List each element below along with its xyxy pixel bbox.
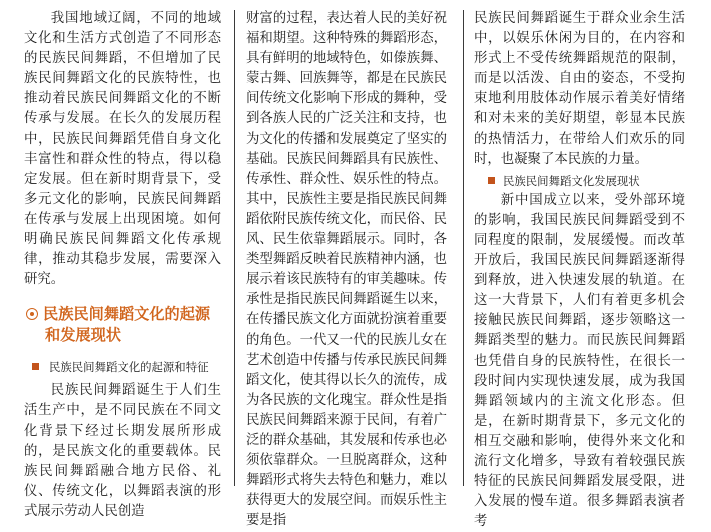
square-bullet-icon [32,363,39,370]
intro-paragraph: 我国地域辽阔，不同的地域文化和生活方式创造了不同形态的民族民间舞蹈，不但增加了民族民间舞蹈文化的民族特性，也推动着民族民间舞蹈文化的不断传承与发展。在长久的发展历程中，民族民间舞蹈凭借自身文化丰富性和群众性的特点，得以稳定发展。但在新时期背景下，受多元文化的影响，民族民间舞蹈在传承与发展上出现困境。如何明确民族民间舞蹈文化传承规律，推动其稳步发展，需要深入研究。 [24,11,221,288]
article-column-1 [24,9,221,519]
column-divider-left [234,10,235,486]
square-bullet-icon [488,177,495,184]
section-heading-line1: 民族民间舞蹈文化的起源 [43,305,211,324]
article-column-3 [474,9,685,530]
article-column-2 [246,9,447,529]
subheading-status [474,172,685,191]
subheading-status-text: 民族民间舞蹈文化发展现状 [503,173,640,188]
features-paragraph: 财富的过程，表达着人民的美好祝福和期望。这种特殊的舞蹈形态，具有鲜明的地域特色，如傣族舞、蒙古舞、回族舞等，都是在民族民间传统文化影响下形成的舞种，受到各族人民的广泛关注和支持，也为文化的传播和发展奠定了坚实的基础。民族民间舞蹈具有民族性、传承性、群众性、娱乐性的特点。其中，民族性主要是指民族民间舞蹈依附民族传统文化，而民俗、民风、民生依靠舞蹈展示。同时，各类型舞蹈反映着民族精神内涵，也展示着该民族特有的审美趣味。传承性是指民族民间舞蹈诞生以来，在传播民族文化方面就扮演着重要的角色。一代又一代的民族儿女在艺术创造中传播与传承民族民间舞蹈文化，使其得以长久的流传，成为各民族的文化瑰宝。群众性是指民族民间舞蹈来源于民间，有着广泛的群众基础，其发展和传承也必须依靠群众。一旦脱离群众，这种舞蹈形式将失去特色和魅力，难以获得更大的发展空间。而娱乐性主要是指 [246,11,447,529]
origin-paragraph: 民族民间舞蹈诞生于人们生活生产中，是不同民族在不同文化背景下经过长期发展所形成的，是民族文化的重要载体。民族民间舞蹈融合地方民俗、礼仪、传统文化，以舞蹈表演的形式展示劳动人民创造 [24,383,221,519]
entertainment-paragraph: 民族民间舞蹈诞生于群众业余生活中，以娱乐休闲为目的，在内容和形式上不受传统舞蹈规范的限制，而是以活泼、自由的姿态，不受拘束地利用肢体动作展示着美好情绪和对未来的美好期望，彰显本民族的热情活力，在带给人们欢乐的同时，也凝聚了本民族的力量。 [474,11,685,167]
target-bullet-icon [26,308,38,320]
subheading-origin [24,358,221,377]
subheading-origin-text: 民族民间舞蹈文化的起源和特征 [49,360,209,375]
section-heading-line2: 和发展现状 [45,326,121,345]
status-paragraph: 新中国成立以来，受外部环境的影响，我国民族民间舞蹈受到不同程度的限制，发展缓慢。而改革开放后，我国民族民间舞蹈逐渐得到释放，进入快速发展的轨道。在这一大背景下，人们有着更多机会接触民族民间舞蹈，逐步领略这一舞蹈类型的魅力。而民族民间舞蹈也凭借自身的民族特性，在很长一段时间内实现快速发展，成为我国舞蹈领域内的主流文化形态。但是，在新时期背景下，多元文化的相互交融和影响，使得外来文化和流行文化增多，导致有着较强民族特征的民族民间舞蹈发展受限，进入发展的慢车道。很多舞蹈表演者考 [474,192,685,530]
column-divider-right [463,10,464,486]
section-heading [24,304,221,346]
